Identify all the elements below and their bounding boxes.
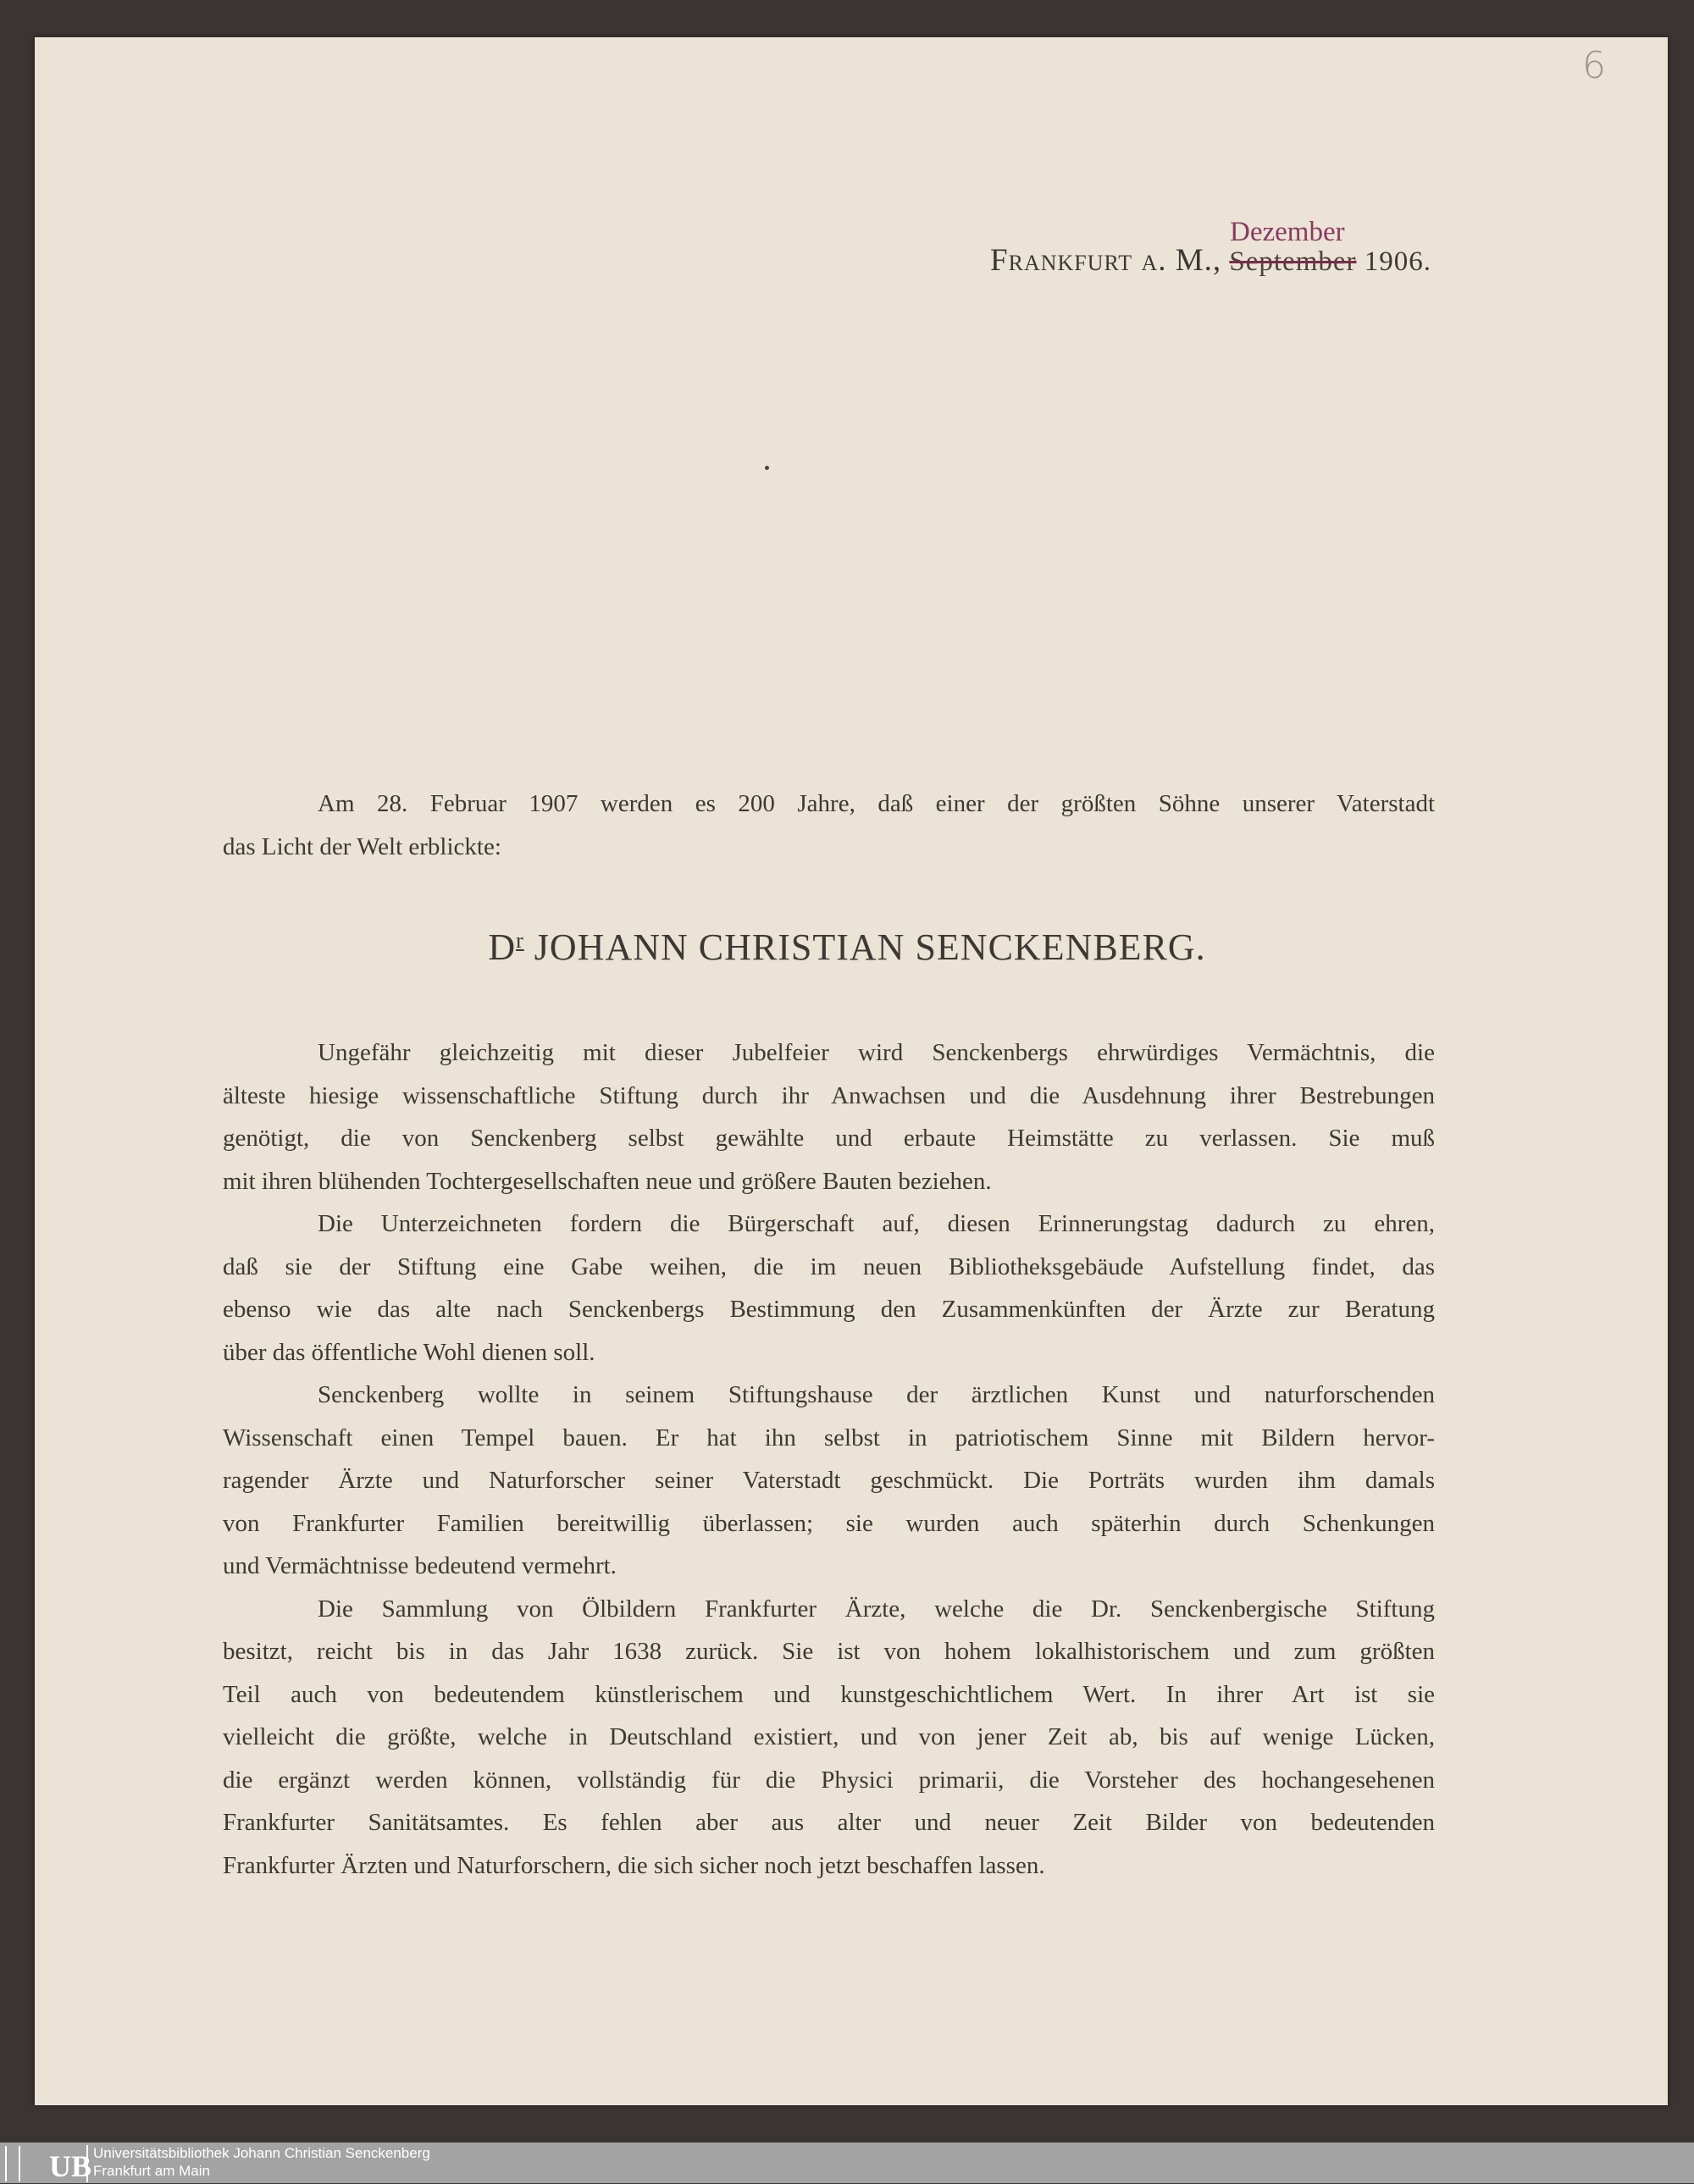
text-line: Die Sammlung von Ölbildern Frankfurter Ärzte, welche die Dr. Senckenbergische Stiftung <box>318 1595 1435 1623</box>
text-line: das Licht der Welt erblickte: <box>223 832 501 860</box>
logo-column-icon <box>5 2146 20 2181</box>
text-line: Senckenberg wollte in seinem Stiftungshause der ärztlichen Kunst und naturforschenden <box>318 1381 1435 1408</box>
dateline <box>990 242 1431 279</box>
paragraph <box>223 1031 1435 1203</box>
text-line: ragender Ärzte und Naturforscher seiner Vaterstadt geschmückt. Die Porträts wurden ihm damals <box>223 1467 1435 1494</box>
text-line: Teil auch von bedeutendem künstlerischem und kunstgeschichtlichem Wert. In ihrer Art ist sie <box>223 1680 1435 1708</box>
struck-month: September <box>1229 246 1357 277</box>
dateline-year: 1906. <box>1364 246 1431 277</box>
page-number: 6 <box>1582 44 1606 87</box>
text-line: die ergänzt werden können, vollständig für die Physici primarii, die Vorsteher des hochangesehenen <box>223 1766 1435 1794</box>
text-line: Die Unterzeichneten fordern die Bürgerschaft auf, diesen Erinnerungstag dadurch zu ehren, <box>318 1210 1435 1237</box>
dateline-place: Frankfurt a. M., <box>990 243 1222 278</box>
text-line: Wissenschaft einen Tempel bauen. Er hat ihn selbst in patriotischem Sinne mit Bildern hervor- <box>223 1424 1435 1451</box>
text-line: vielleicht die größte, welche in Deutschland existiert, und von jener Zeit ab, bis auf wenige Lücken, <box>223 1723 1435 1750</box>
ink-dot <box>765 466 769 470</box>
text-line: ebenso wie das alte nach Senckenbergs Bestimmung den Zusammenkünften der Ärzte zur Beratung <box>223 1296 1435 1323</box>
text-line: genötigt, die von Senckenberg selbst gewählte und erbaute Heimstätte zu verlassen. Sie muß <box>223 1125 1435 1152</box>
logo-text: UB <box>49 2149 92 2183</box>
text-line: Am 28. Februar 1907 werden es 200 Jahre, daß einer der größten Söhne unserer Vaterstadt <box>318 790 1435 817</box>
text-line: daß sie der Stiftung eine Gabe weihen, die im neuen Bibliotheksgebäude Aufstellung findet, das <box>223 1252 1435 1280</box>
text-line: mit ihren blühenden Tochtergesellschaften neue und größere Bauten beziehen. <box>223 1167 992 1195</box>
title-name: JOHANN CHRISTIAN SENCKENBERG. <box>534 926 1206 968</box>
paragraph <box>223 1374 1435 1588</box>
body-text <box>223 1031 1435 1887</box>
paragraph <box>223 1203 1435 1374</box>
text-line: besitzt, reicht bis in das Jahr 1638 zurück. Sie ist von hohem lokalhistorischem und zum größten <box>223 1638 1435 1665</box>
text-line: und Vermächtnisse bedeutend vermehrt. <box>223 1552 617 1579</box>
text-line: von Frankfurter Familien bereitwillig überlassen; sie wurden auch späterhin durch Schenkungen <box>223 1509 1435 1537</box>
footer-institution: Universitätsbibliothek Johann Christian Senckenberg <box>93 2145 430 2161</box>
text-line: Frankfurter Ärzten und Naturforschern, die sich sicher noch jetzt beschaffen lassen. <box>223 1851 1045 1879</box>
text-line: Ungefähr gleichzeitig mit dieser Jubelfeier wird Senckenbergs ehrwürdiges Vermächtnis, die <box>318 1039 1435 1066</box>
text-line: Frankfurter Sanitätsamtes. Es fehlen aber aus alter und neuer Zeit Bilder von bedeutenden <box>223 1809 1435 1836</box>
handwritten-correction: Dezember <box>1230 217 1345 247</box>
document-title <box>0 926 1694 969</box>
paragraph <box>223 1588 1435 1888</box>
intro-paragraph <box>223 782 1435 868</box>
footer-city: Frankfurt am Main <box>93 2163 210 2179</box>
text-line: älteste hiesige wissenschaftliche Stiftung durch ihr Anwachsen und die Ausdehnung ihrer Bestrebungen <box>223 1081 1435 1109</box>
title-prefix: $D^r$ <box>488 926 524 968</box>
text-line: über das öffentliche Wohl dienen soll. <box>223 1338 595 1366</box>
